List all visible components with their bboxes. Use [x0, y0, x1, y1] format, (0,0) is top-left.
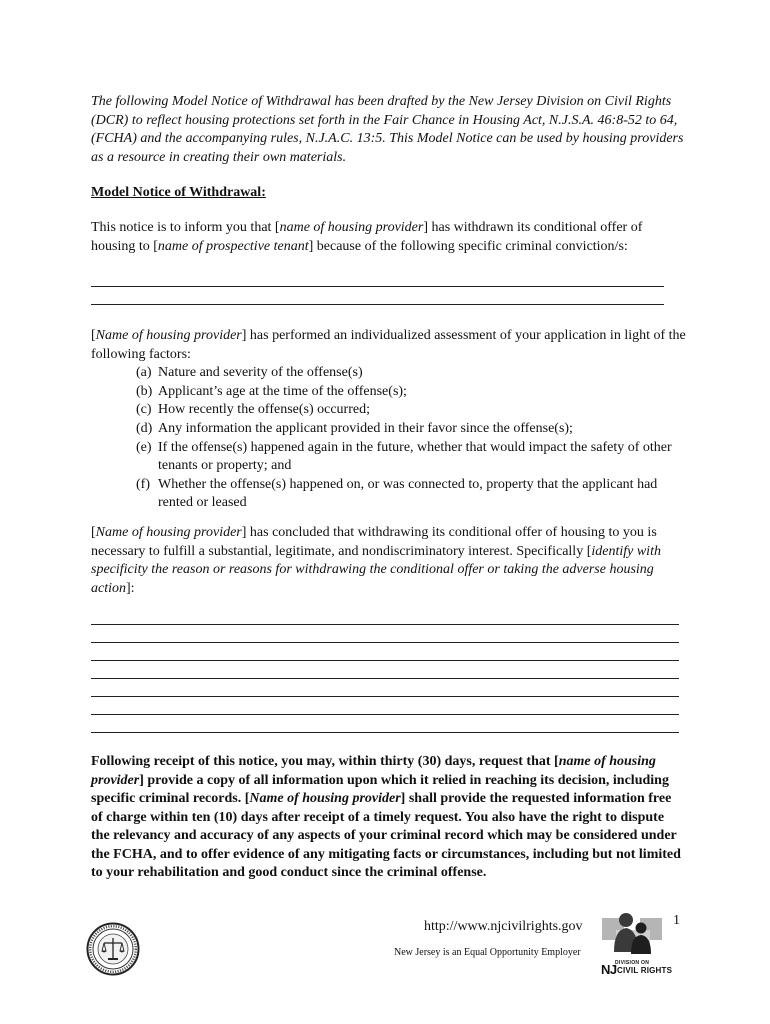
notice-paragraph-intro [91, 219, 686, 256]
text: ] because of the following specific criminal conviction/s: [308, 238, 628, 254]
logo-civil-rights-text: CIVIL RIGHTS [617, 966, 673, 975]
text: ] has concluded that withdrawing its conditional offer of housing to you is necessary to fulfill a substantial, legitimate, and nondiscriminatory interest. Specifically [ [91, 525, 657, 559]
text: ] provide a copy of all information upon which it relied in reaching its decision, including specific criminal records. [ [91, 772, 669, 806]
blank-line [91, 660, 679, 661]
assessment-intro [91, 327, 686, 364]
factor-text: Whether the offense(s) happened on, or was connected to, property that the applicant had rented or leased [158, 476, 658, 511]
assessment-paragraph [91, 327, 686, 513]
notice-heading: Model Notice of Withdrawal: [91, 185, 266, 200]
blank-line [91, 304, 664, 305]
text: [ [91, 525, 96, 540]
factor-text: Any information the applicant provided in their favor since the offense(s); [158, 420, 573, 436]
factor-marker: (f) [136, 476, 150, 492]
blank-line [91, 624, 679, 625]
factor-marker: (c) [136, 402, 152, 418]
website-url[interactable]: http://www.njcivilrights.gov [424, 919, 583, 934]
placeholder-reason: identify with specificity the reason or reasons for withdrawing the conditional offer or taking the adverse housing action [91, 543, 661, 596]
factor-item [91, 364, 686, 383]
placeholder-prospective-tenant: name of prospective tenant [157, 238, 309, 254]
conclusion-paragraph [91, 524, 686, 598]
text: ]: [126, 580, 135, 596]
factor-text: How recently the offense(s) occurred; [158, 402, 370, 418]
intro-paragraph: The following Model Notice of Withdrawal has been drafted by the New Jersey Division on Civil Rights (DCR) to reflect housing protections set forth in the Fair Chance in Housing Act, N.J.S.A. 46:8-52 to 64, (FCHA) and the accompanying rules, N.J.A.C. 13:5. This Model Notice can be used by housing providers as a resource in creating their own materials. [91, 94, 684, 165]
equal-opportunity-text: New Jersey is an Equal Opportunity Employer [394, 947, 581, 958]
placeholder-housing-provider: name of housing provider [279, 220, 424, 235]
text: This notice is to inform you that [ [91, 220, 280, 235]
blank-line [91, 732, 679, 733]
nj-civil-rights-logo-icon [600, 910, 664, 962]
placeholder-housing-provider: Name of housing provider [95, 525, 242, 540]
logo-nj-text: NJ [601, 962, 617, 977]
blank-line [91, 696, 679, 697]
text: [ [91, 328, 96, 343]
factor-marker: (b) [136, 383, 153, 399]
placeholder-housing-provider: name of housing provider [91, 754, 656, 788]
rights-paragraph [91, 753, 686, 883]
blank-line [91, 642, 679, 643]
factor-item [91, 420, 686, 439]
state-seal-icon [86, 922, 140, 976]
page-number: 1 [673, 913, 680, 928]
factor-marker: (e) [136, 439, 152, 455]
blank-line [91, 678, 679, 679]
text: ] has performed an individualized assessment of your application in light of the following factors: [91, 328, 686, 362]
placeholder-housing-provider: Name of housing provider [249, 791, 401, 806]
placeholder-housing-provider: Name of housing provider [95, 328, 242, 343]
blank-line [91, 714, 679, 715]
factor-item [91, 401, 686, 420]
text: ] has withdrawn its conditional offer of housing to [ [91, 220, 643, 254]
factor-marker: (d) [136, 420, 153, 436]
factor-marker: (a) [136, 365, 152, 381]
logo-division-text: DIVISION ON [615, 960, 650, 966]
factor-list [91, 364, 686, 513]
factor-text: If the offense(s) happened again in the future, whether that would impact the safety of other tenants or property; and [158, 439, 672, 474]
factor-item [91, 383, 686, 402]
factor-text: Nature and severity of the offense(s) [158, 365, 363, 381]
text: ] shall provide the requested information free of charge within ten (10) days after receipt of a timely request. You also have the right to dispute the relevancy and accuracy of any aspects of your criminal record which may be considered under the FCHA, and to offer evidence of any mitigating facts or circumstances, including but not limited to your rehabilitation and good conduct since the criminal offense. [91, 791, 681, 880]
text: Following receipt of this notice, you may, within thirty (30) days, request that [ [91, 754, 559, 769]
blank-line [91, 286, 664, 287]
factor-item [91, 476, 686, 513]
factor-text: Applicant’s age at the time of the offense(s); [158, 383, 407, 399]
factor-item [91, 439, 686, 476]
